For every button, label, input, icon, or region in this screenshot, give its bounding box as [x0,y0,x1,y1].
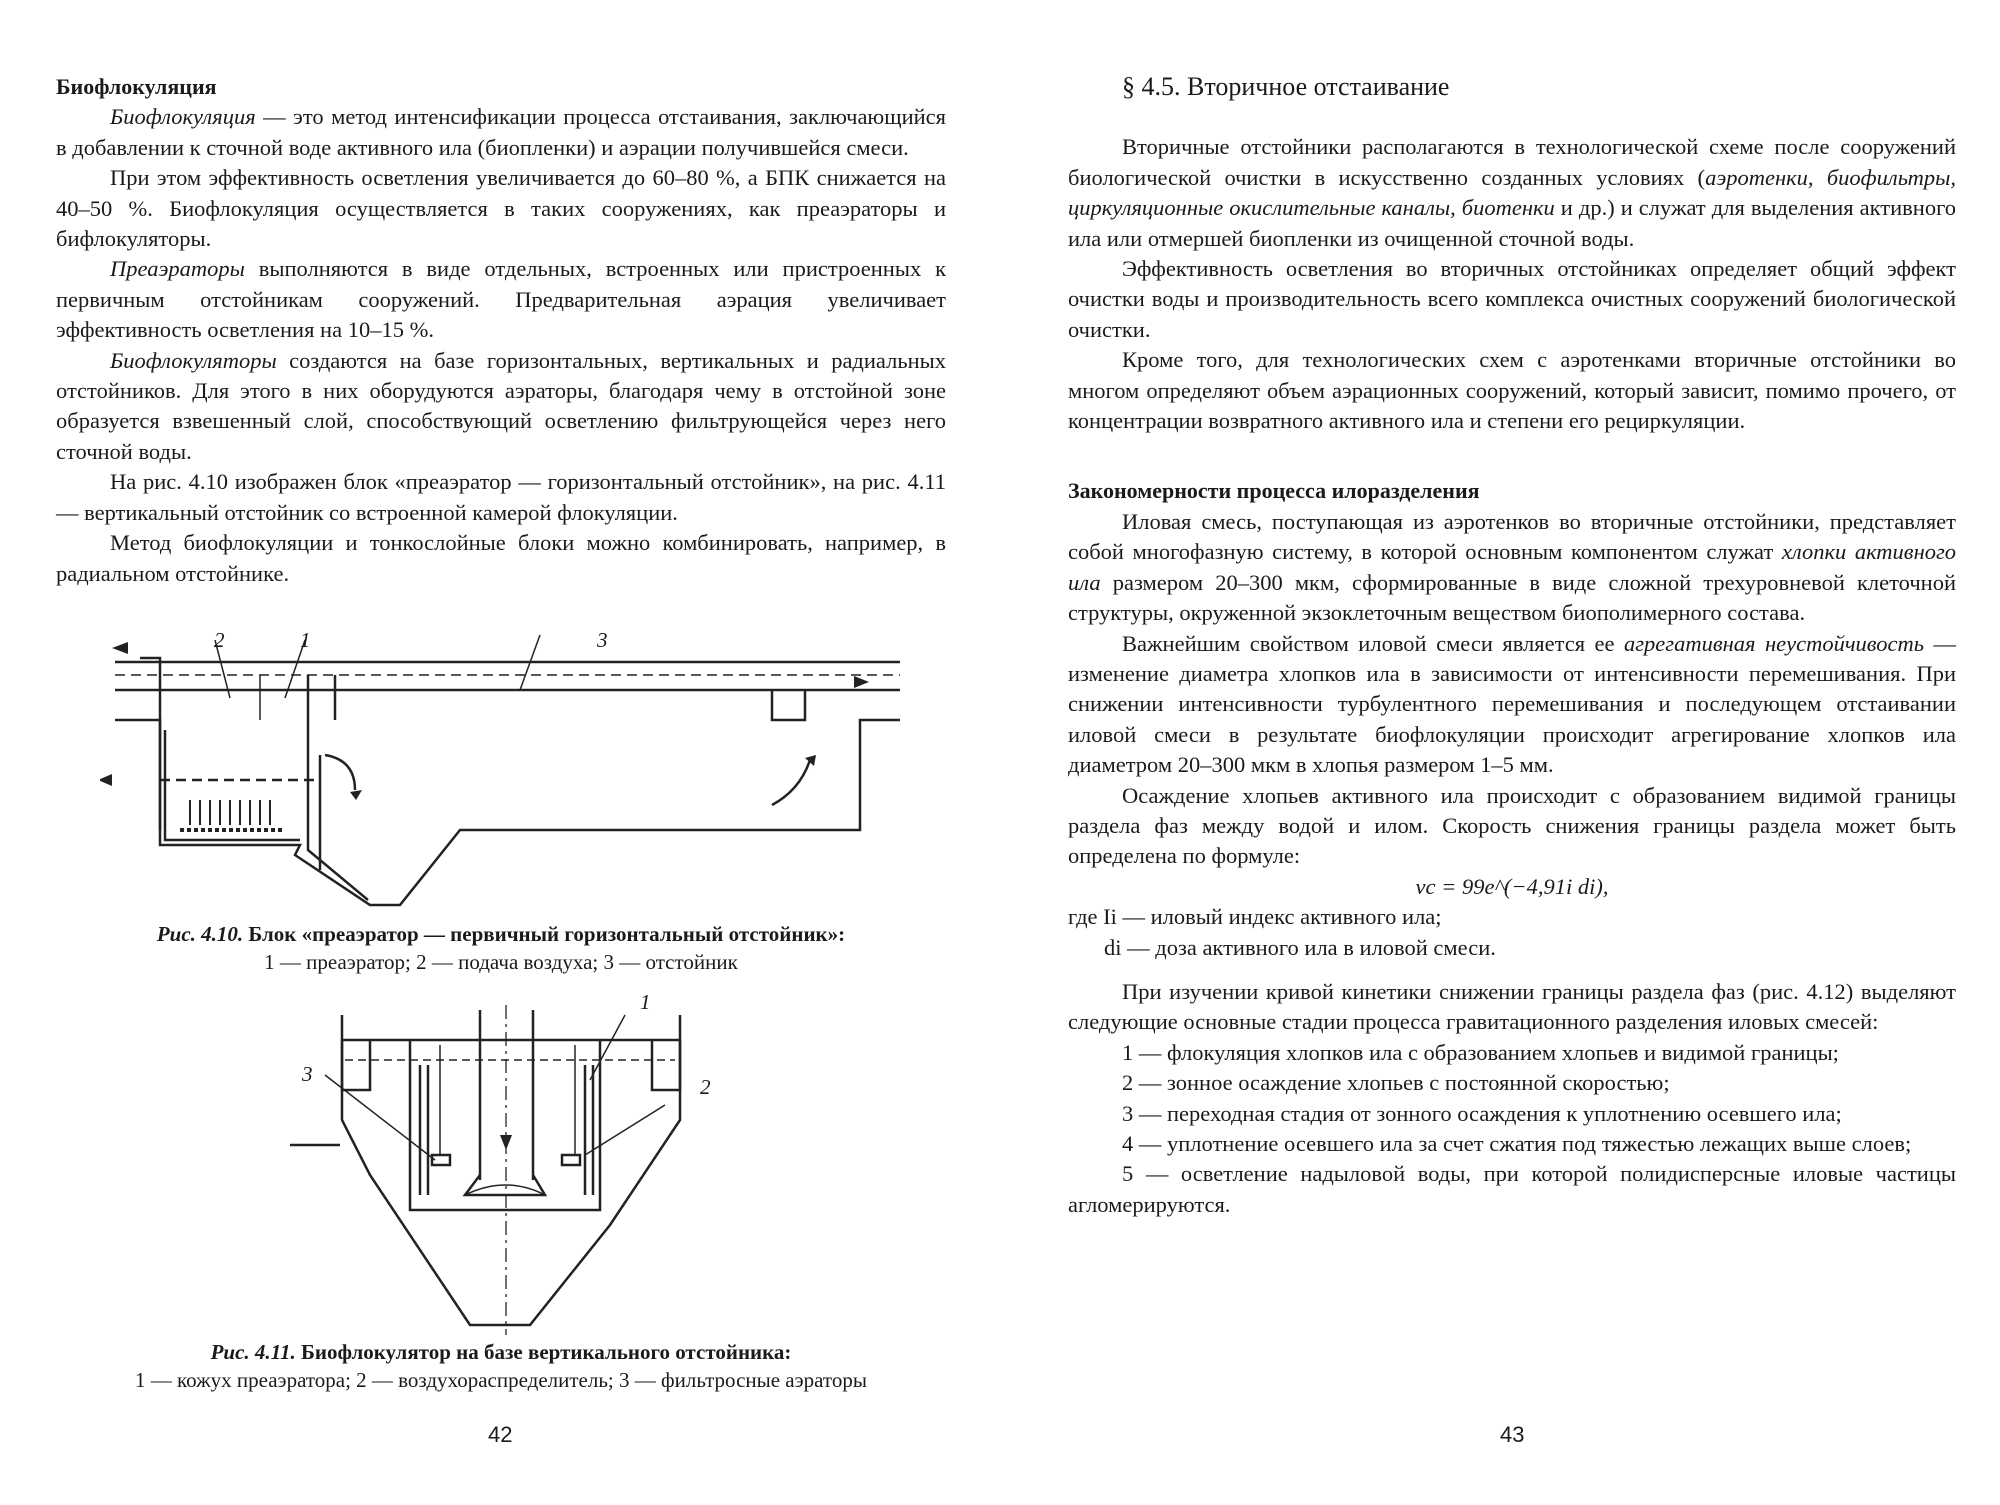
page-number-right: 43 [1500,1422,1525,1447]
where-line-1: где Ii — иловый индекс активного ила; [1068,904,1442,930]
paragraph: Метод биофлокуляции и тонкослойные блоки можно комбинировать, например, в радиальном отстойнике. [56,530,946,586]
fig1-label-3: 3 [597,628,608,652]
paragraph: Биофлокуляция — это метод интенсификации процесса отстаивания, заключающийся в добавлении к сточной воде активного ила (биопленки) и аэрации получившейся смеси. [56,104,946,160]
paragraph: Биофлокуляторы создаются на базе горизонтальных, вертикальных и радиальных отстойников. Для этого в них оборудуются аэраторы, благодаря чему в отстойной зоне образуется взвешенный слой, способствующий осветлению фильтрующейся через него сточной воды. [56,347,946,464]
where-line-2: di — доза активного ила в иловой смеси. [1104,934,1496,960]
section-heading-sludge-separation: Закономерности процесса илоразделения [1068,478,1480,504]
figure-4-10-diagram [100,620,920,910]
paragraph: На рис. 4.10 изображен блок «преаэратор — горизонтальный отстойник», на рис. 4.11 — вертикальный отстойник со встроенной камерой флокуляции. [56,469,946,525]
stage-item: 1 — флокуляция хлопков ила с образованием хлопьев и видимой границы; [1122,1039,1839,1065]
stage-item: 2 — зонное осаждение хлопьев с постоянной скоростью; [1122,1070,1670,1096]
section-heading-bioflocculation: Биофлокуляция [56,74,217,99]
figure-4-11-legend: 1 — кожух преаэратора; 2 — воздухораспределитель; 3 — фильтросные аэраторы [135,1368,867,1392]
formula: vc = 99e^(−4,91i di), [1415,873,1609,899]
figure-4-10-caption: Рис. 4.10. Блок «преаэратор — первичный горизонтальный отстойник»: 1 — преаэратор; 2 — подача воздуха; 3 — отстойник [56,920,946,976]
stage-item: 3 — переходная стадия от зонного осаждения к уплотнению осевшего ила; [1122,1100,1842,1126]
paragraph: Иловая смесь, поступающая из аэротенков во вторичные отстойники, представляет собой многофазную систему, в которой основным компонентом служат хлопки активного ила размером 20–300 мкм, сформированные в виде сложной трехуровневой клеточной структуры, окруженной экзоклеточным веществом биополимерного состава. [1068,508,1957,626]
paragraph: Эффективность осветления во вторичных отстойниках определяет общий эффект очистки воды и производительность всего комплекса очистных сооружений биологической очистки. [1068,256,1956,342]
stage-item: 4 — уплотнение осевшего ила за счет сжатия под тяжестью лежащих выше слоев; [1122,1131,1912,1156]
paragraph: Важнейшим свойством иловой смеси является ее агрегативная неустойчивость — изменение диаметра хлопков ила в зависимости от интенсивности перемешивания. При снижении интенсивности турбулентного перемешивания и последующем отстаивании иловой смеси в результате биофлокуляции происходит агрегирование хлопков ила диаметром 20–300 мкм в хлопья размером 1–5 мм. [1068,630,1957,778]
page-number-left: 42 [488,1422,513,1447]
paragraph: Преаэраторы выполняются в виде отдельных, встроенных или пристроенных к первичным отстойникам сооружений. Предварительная аэрация увеличивает эффективность осветления на 10–15 %. [56,256,946,343]
paragraph: Вторичные отстойники располагаются в технологической схеме после сооружений биологической очистки в искусственно созданных условиях (аэротенки, биофильтры, циркуляционные окислительные каналы, биотенки и др.) и служат для выделения активного ила или отмершей биопленки из очищенной сточной воды. [1068,134,1957,251]
stage-item: 5 — осветление надыловой воды, при которой полидисперсные иловые частицы агломерируются. [1068,1161,1956,1217]
fig1-label-1: 1 [300,628,311,652]
fig2-label-1: 1 [640,990,651,1014]
paragraph: Кроме того, для технологических схем с аэротенками вторичные отстойники во многом определяют объем аэрационных сооружений, который зависит, помимо прочего, от концентрации возвратного активного ила и степени его рециркуляции. [1068,347,1956,434]
figure-4-11-diagram [290,1005,730,1335]
paragraph: Осаждение хлопьев активного ила происходит с образованием видимой границы раздела фаз между водой и илом. Скорость снижения границы раздела может быть определена по формуле: [1068,782,1956,869]
fig2-label-3: 3 [302,1062,313,1086]
right-text-column [1068,72,1956,1220]
figure-4-11-caption: Рис. 4.11. Биофлокулятор на базе вертикального отстойника: 1 — кожух преаэратора; 2 — воздухораспределитель; 3 — фильтросные аэраторы [56,1338,946,1394]
left-text-column [56,72,946,589]
fig2-label-2: 2 [700,1075,711,1099]
paragraph: При этом эффективность осветления увеличивается до 60–80 %, а БПК снижается на 40–50 %. Биофлокуляция осуществляется в таких сооружениях, как преаэраторы и бифлокуляторы. [56,165,946,252]
figure-4-10-legend: 1 — преаэратор; 2 — подача воздуха; 3 — отстойник [264,950,738,974]
section-title: § 4.5. Вторичное отстаивание [1122,72,1450,101]
fig1-label-2: 2 [214,628,225,652]
paragraph: При изучении кривой кинетики снижении границы раздела фаз (рис. 4.12) выделяют следующие основные стадии процесса гравитационного разделения иловых смесей: [1068,978,1956,1035]
